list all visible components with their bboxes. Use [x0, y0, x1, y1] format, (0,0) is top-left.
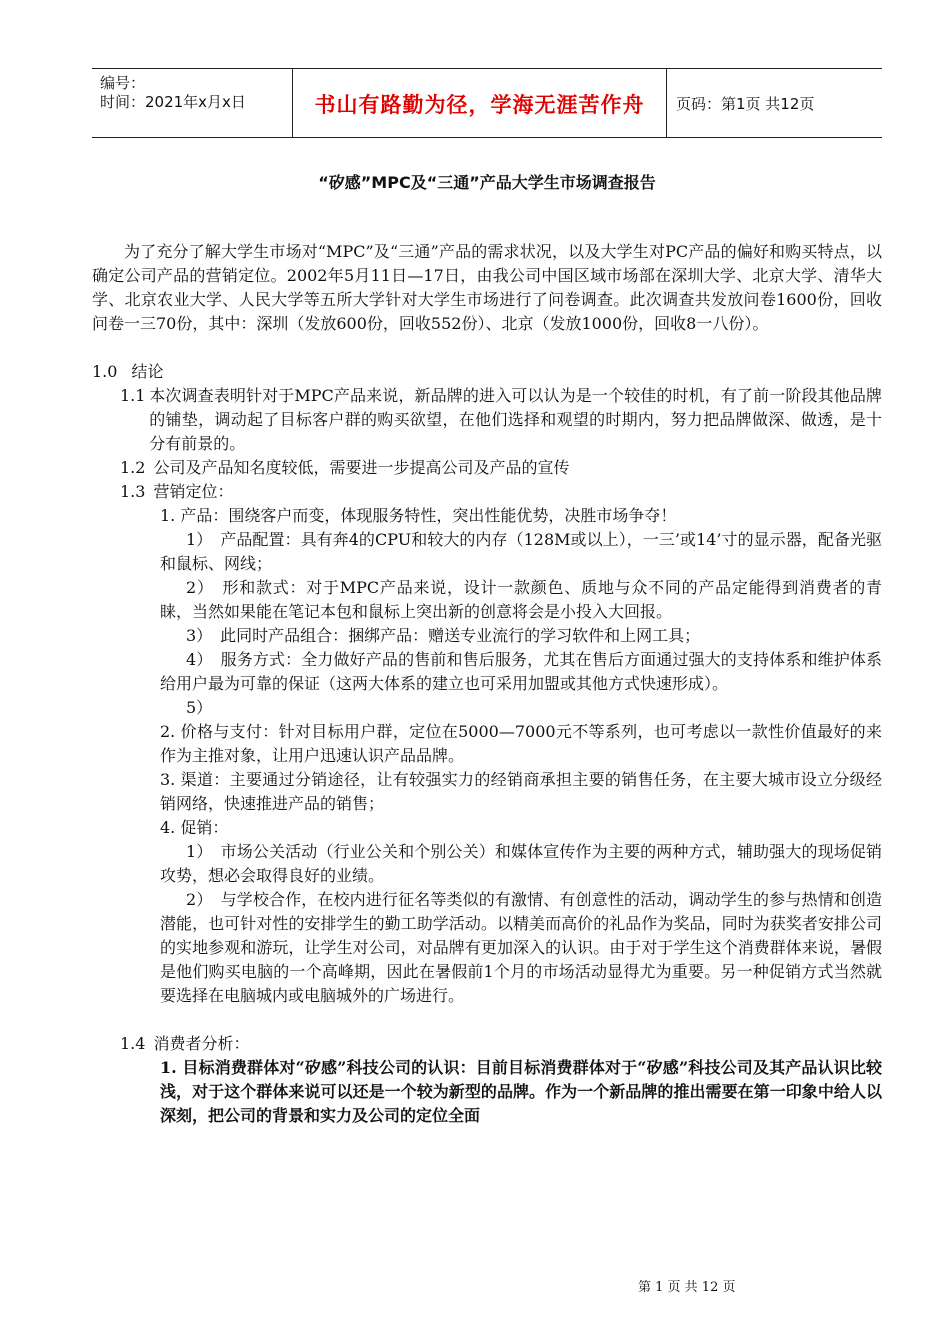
section-label: 消费者分析：	[153, 1034, 250, 1053]
item-text: 营销定位：	[153, 482, 234, 501]
consumer-item-1: 1. 目标消费群体对“矽感”科技公司的认识：目前目标消费群体对于“矽感”科技公司及其产品认识比较浅，对于这个群体来说可以还是一个较为新型的品牌。作为一个新品牌的推出需要在第一印象中给人以深刻，把公司的背景和实力及公司的定位全面	[160, 1058, 882, 1125]
item-number: 1.3	[120, 482, 146, 501]
item-number: 1.1	[120, 386, 146, 405]
section-number: 1.0	[92, 362, 118, 381]
header-motto: 书山有路勤为径，学海无涯苦作舟	[314, 93, 645, 117]
section-number: 1.4	[120, 1034, 146, 1053]
promo-heading: 4. 促销：	[160, 818, 229, 837]
document-number-label: 编号：	[100, 74, 146, 92]
product-heading: 1. 产品：围绕客户而变，体现服务特性，突出性能优势，决胜市场争夺！	[160, 506, 677, 525]
header-table	[92, 68, 882, 138]
page-footer: 第 1 页 共 12 页	[638, 1280, 736, 1295]
intro-paragraph: 为了充分了解大学生市场对“MPC”及“三通”产品的需求状况，以及大学生对PC产品的偏好和购买特点，以确定公司产品的营销定位。2002年5月11日—17日，由我公司中国区域市场部在深圳大学、北京大学、清华大学、北京农业大学、人民大学等五所大学针对大学生市场进行了问卷调查。此次调查共发放问卷1600份，回收问卷一三70份，其中：深圳（发放600份，回收552份）、北京（发放1000份，回收8一八份）。	[92, 242, 882, 333]
list-item	[92, 384, 882, 456]
item-text: 本次调查表明针对于MPC产品来说，新品牌的进入可以认为是一个较佳的时机，有了前一阶段其他品牌的铺垫，调动起了目标客户群的购买欲望，在他们选择和观望的时期内，努力把品牌做深、做透，是十分有前景的。	[149, 386, 882, 453]
document-body	[92, 240, 882, 1128]
header-page-cell	[666, 69, 882, 137]
item-text: 公司及产品知名度较低，需要进一步提高公司及产品的宣传	[153, 458, 570, 477]
section-label: 结论	[131, 362, 164, 381]
list-item	[92, 480, 882, 504]
channel-paragraph: 3. 渠道：主要通过分销途径，让有较强实力的经销商承担主要的销售任务，在主要大城市设立分级经销网络，快速推进产品的销售；	[160, 770, 882, 813]
product-item-4: 4） 服务方式：全力做好产品的售前和售后服务，尤其在售后方面通过强大的支持体系和维护体系给用户最为可靠的保证（这两大体系的建立也可采用加盟或其他方式快速形成）。	[160, 650, 882, 693]
section-heading	[92, 360, 882, 384]
section-heading	[92, 1032, 882, 1056]
promo-item-2: 2） 与学校合作，在校内进行征名等类似的有激情、有创意性的活动，调动学生的参与热情和创造潜能，也可针对性的安排学生的勤工助学活动。以精美而高价的礼品作为奖品，同时为获奖者安排公司的实地参观和游玩，让学生对公司，对品牌有更加深入的认识。由于对于学生这个消费群体来说，暑假是他们购买电脑的一个高峰期，因此在暑假前1个月的市场活动显得尤为重要。另一种促销方式当然就要选择在电脑城内或电脑城外的广场进行。	[160, 890, 882, 1005]
product-item-1: 1） 产品配置：具有奔4的CPU和较大的内存（128M或以上），一三’或14’寸的显示器，配备光驱和鼠标、网线；	[160, 530, 882, 573]
price-paragraph: 2. 价格与支付：针对目标用户群，定位在5000—7000元不等系列，也可考虑以一款性价值最好的来作为主推对象，让用户迅速认识产品品牌。	[160, 722, 882, 765]
product-item-3: 3） 此同时产品组合：捆绑产品：赠送专业流行的学习软件和上网工具；	[186, 626, 701, 645]
document-title: “矽感”MPC及“三通”产品大学生市场调查报告	[318, 173, 656, 192]
document-time-label: 时间：2021年x月x日	[100, 93, 246, 111]
product-item-5: 5）	[186, 698, 213, 717]
header-motto-cell	[292, 69, 667, 137]
promo-item-1: 1） 市场公关活动（行业公关和个别公关）和媒体宣传作为主要的两种方式，辅助强大的现场促销攻势，想必会取得良好的业绩。	[160, 842, 882, 885]
list-item	[92, 456, 882, 480]
product-item-2: 2） 形和款式：对于MPC产品来说，设计一款颜色、质地与众不同的产品定能得到消费者的青睐，当然如果能在笔记本包和鼠标上突出新的创意将会是小投入大回报。	[160, 578, 882, 621]
item-number: 1.2	[120, 458, 146, 477]
header-page-info: 页码：第1页 共12页	[676, 95, 815, 113]
header-meta-cell	[92, 69, 292, 137]
